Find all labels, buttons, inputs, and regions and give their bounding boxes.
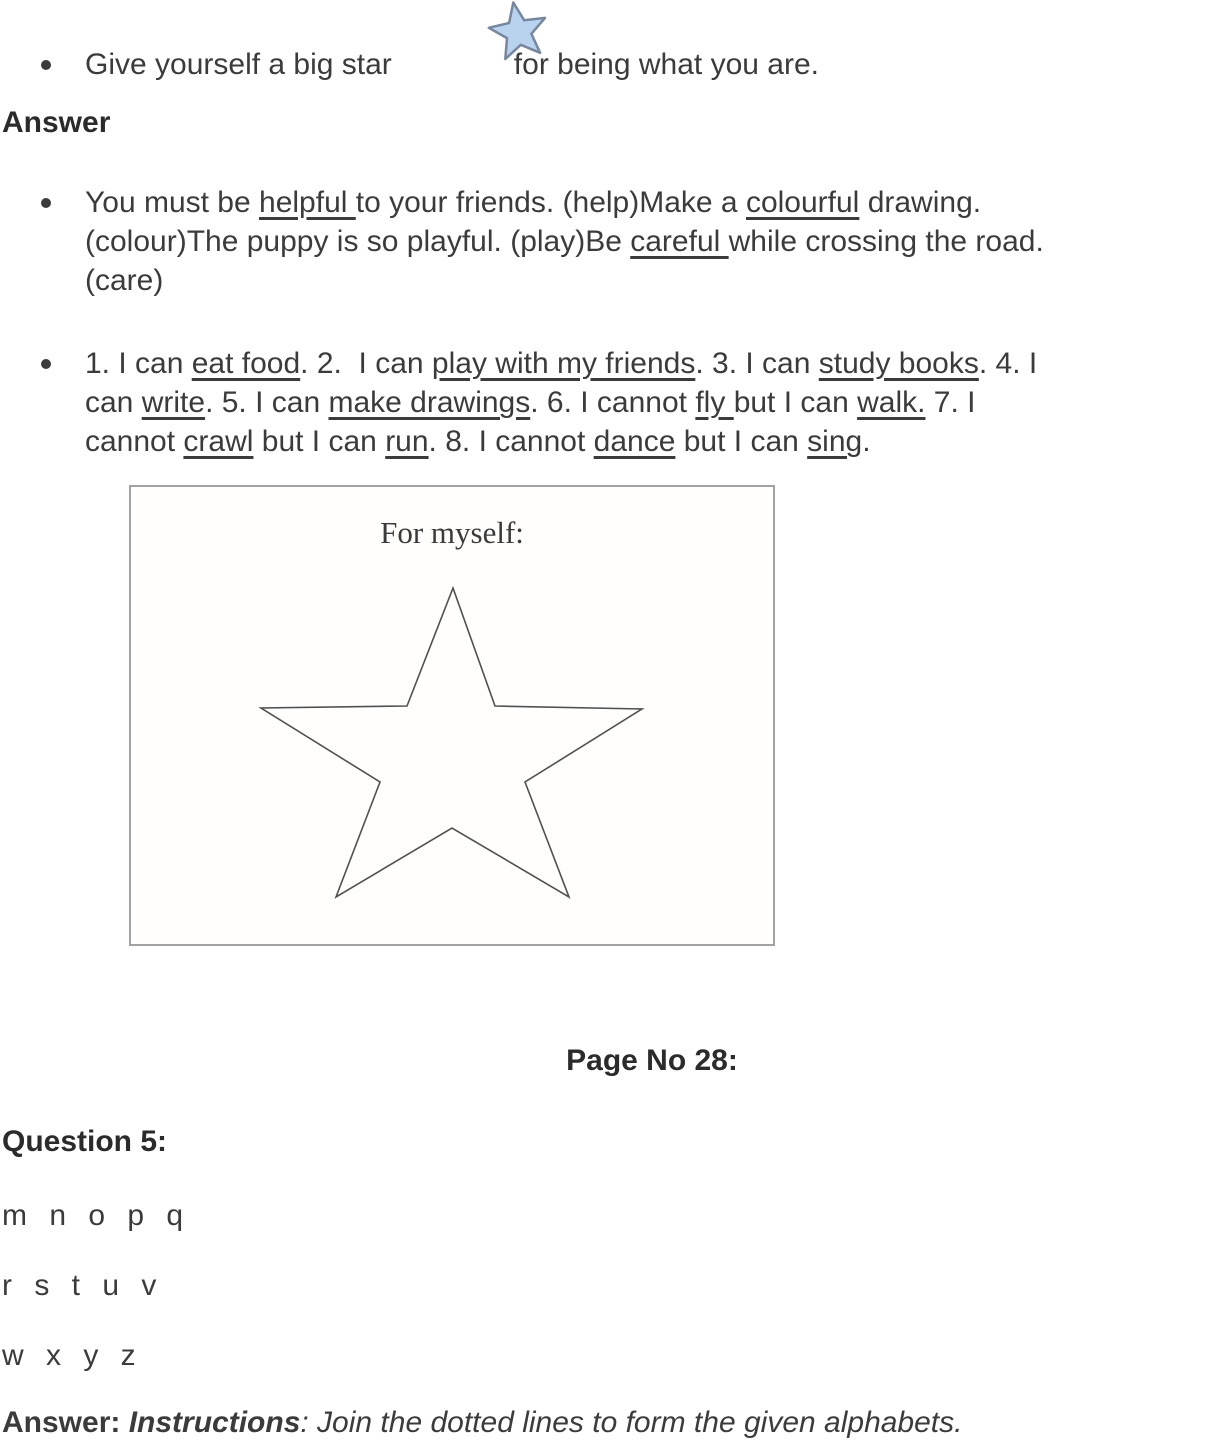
page-number-heading: Page No 28: bbox=[566, 1044, 738, 1077]
star-icon-svg bbox=[477, 0, 557, 62]
alphabet-row-3: w x y z bbox=[2, 1339, 136, 1372]
question-heading: Question 5: bbox=[2, 1125, 168, 1158]
for-myself-box bbox=[129, 485, 775, 946]
bullet3-text: 1. I can eat food. 2. I can play with my friends. 3. I can study books. 4. I can write. 5. I can make drawings. 6. I cannot fly but I can walk. 7. I cannot crawl but I can run. 8. I cannot dance but I can sing. bbox=[85, 347, 1038, 458]
alphabet-row-2: r s t u v bbox=[2, 1269, 157, 1302]
bullet-item-fill-blanks bbox=[0, 183, 1226, 300]
answer-heading: Answer bbox=[2, 106, 111, 139]
bullet-icon bbox=[41, 198, 51, 208]
bullet1-text-after: for being what you are. bbox=[513, 48, 819, 81]
star-outline-shape bbox=[261, 588, 642, 897]
bullet2-text: You must be helpful to your friends. (help)Make a colourful drawing. (colour)The puppy is so playful. (play)Be careful while crossing the road. (care) bbox=[85, 186, 1044, 297]
alphabet-row-1: m n o p q bbox=[2, 1199, 184, 1232]
bullet1-text-before: Give yourself a big star bbox=[85, 48, 392, 81]
star-outline-drawing bbox=[131, 487, 773, 944]
bullet-icon bbox=[41, 359, 51, 369]
answer-instructions-line: Answer: Instructions: Join the dotted lines to form the given alphabets. bbox=[2, 1406, 963, 1439]
bullet-item-i-can bbox=[0, 344, 1226, 461]
for-myself-title: For myself: bbox=[380, 515, 524, 550]
bullet-item-give-star bbox=[0, 45, 1226, 84]
star-icon bbox=[477, 0, 557, 62]
bullet-icon bbox=[41, 60, 51, 70]
